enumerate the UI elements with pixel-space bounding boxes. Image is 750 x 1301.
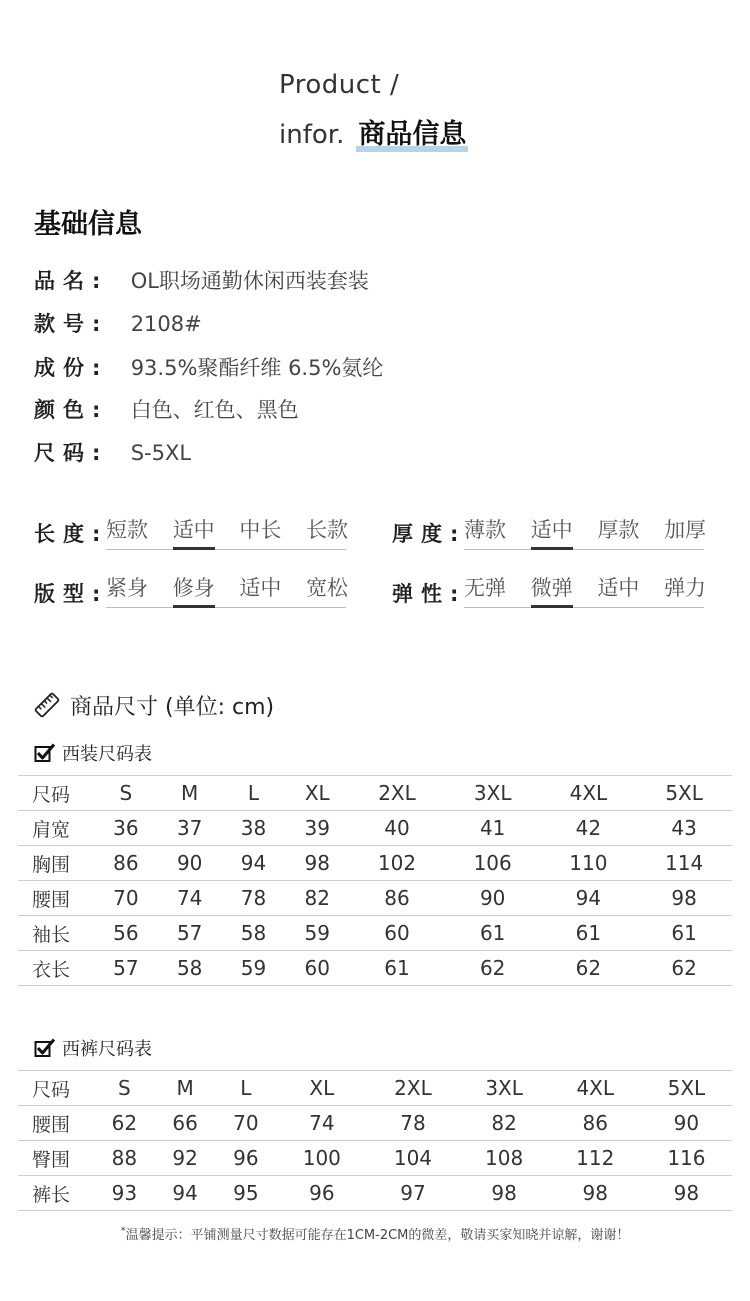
table-cell: S bbox=[94, 776, 158, 811]
attribute-thickness bbox=[392, 518, 707, 548]
table-cell: 116 bbox=[641, 1141, 732, 1176]
attribute-label: 版型: bbox=[34, 582, 101, 606]
table-header-row bbox=[18, 1071, 732, 1106]
table-cell: 90 bbox=[445, 881, 541, 916]
table-cell: 41 bbox=[445, 811, 541, 846]
info-value: 白色、红色、黑色 bbox=[130, 398, 299, 422]
info-label: 颜色: bbox=[34, 398, 101, 422]
pants-table-title: 西裤尺码表 bbox=[34, 1035, 152, 1063]
table-cell: 2XL bbox=[367, 1071, 458, 1106]
table-cell: 74 bbox=[158, 881, 222, 916]
table-cell: 70 bbox=[94, 881, 158, 916]
header-cn-text: 商品信息 bbox=[358, 119, 467, 150]
table-cell: L bbox=[222, 776, 286, 811]
table-cell: 82 bbox=[285, 881, 349, 916]
table-cell: 60 bbox=[285, 951, 349, 986]
table-cell: 43 bbox=[636, 811, 732, 846]
table-cell: 5XL bbox=[641, 1071, 732, 1106]
table-cell: 38 bbox=[222, 811, 286, 846]
table-row bbox=[18, 811, 732, 846]
attribute-option: 宽松 bbox=[306, 576, 349, 600]
attribute-length bbox=[34, 518, 349, 548]
table-cell: 114 bbox=[636, 846, 732, 881]
table-cell: M bbox=[155, 1071, 216, 1106]
attribute-option-selected: 微弹 bbox=[531, 572, 573, 602]
checkbox-checked-icon bbox=[34, 743, 56, 768]
info-value: S-5XL bbox=[130, 441, 192, 465]
table-cell: 57 bbox=[158, 916, 222, 951]
table-row bbox=[18, 1106, 732, 1141]
attribute-option: 适中 bbox=[239, 576, 282, 600]
table-cell: 61 bbox=[541, 916, 637, 951]
table-cell: 40 bbox=[349, 811, 445, 846]
pants-size-table bbox=[18, 1070, 732, 1211]
footnote: *温馨提示：平铺测量尺寸数据可能存在1CM-2CM的微差，敬请买家知晓并谅解，谢谢！ bbox=[120, 1225, 630, 1243]
info-value: 93.5%聚酯纤维 6.5%氨纶 bbox=[130, 356, 384, 380]
attribute-option: 短款 bbox=[106, 518, 148, 542]
row-label: 腰围 bbox=[18, 881, 94, 916]
table-cell: 70 bbox=[216, 1106, 277, 1141]
ruler-icon bbox=[34, 692, 60, 724]
size-section-title bbox=[34, 690, 274, 724]
table-cell: 78 bbox=[367, 1106, 458, 1141]
table-cell: 94 bbox=[541, 881, 637, 916]
table-cell: 95 bbox=[216, 1176, 277, 1211]
table-cell: 2XL bbox=[349, 776, 445, 811]
table-cell: 61 bbox=[636, 916, 732, 951]
attribute-option: 厚款 bbox=[597, 518, 640, 542]
table-cell: 96 bbox=[276, 1176, 367, 1211]
attribute-option: 中长 bbox=[239, 518, 282, 542]
table-cell: 88 bbox=[94, 1141, 155, 1176]
table-cell: 102 bbox=[349, 846, 445, 881]
table-cell: 61 bbox=[445, 916, 541, 951]
table-cell: 3XL bbox=[459, 1071, 550, 1106]
table-cell: 98 bbox=[636, 881, 732, 916]
attribute-fit bbox=[34, 576, 349, 608]
attribute-elasticity bbox=[392, 576, 707, 608]
row-label: 裤长 bbox=[18, 1176, 94, 1211]
table-cell: 36 bbox=[94, 811, 158, 846]
row-label: 袖长 bbox=[18, 916, 94, 951]
size-title-text: 商品尺寸 bbox=[70, 695, 159, 720]
table-cell: 94 bbox=[222, 846, 286, 881]
table-row bbox=[18, 951, 732, 986]
info-row bbox=[34, 265, 369, 295]
table-row bbox=[18, 1176, 732, 1211]
table-cell: 56 bbox=[94, 916, 158, 951]
attribute-option-selected: 适中 bbox=[531, 514, 573, 544]
info-label: 尺码: bbox=[34, 441, 101, 465]
table-cell: 98 bbox=[550, 1176, 641, 1211]
table-cell: 93 bbox=[94, 1176, 155, 1211]
table-cell: 4XL bbox=[550, 1071, 641, 1106]
table-cell: 86 bbox=[349, 881, 445, 916]
attribute-options bbox=[464, 514, 707, 550]
table-cell: 61 bbox=[349, 951, 445, 986]
table-cell: 98 bbox=[285, 846, 349, 881]
table-cell: 90 bbox=[641, 1106, 732, 1141]
row-label: 衣长 bbox=[18, 951, 94, 986]
table-cell: 57 bbox=[94, 951, 158, 986]
info-row bbox=[34, 308, 202, 338]
table-cell: 62 bbox=[94, 1106, 155, 1141]
table-cell: 4XL bbox=[541, 776, 637, 811]
suit-table-title: 西装尺码表 bbox=[34, 740, 152, 768]
table-cell: 37 bbox=[158, 811, 222, 846]
header-cn-title bbox=[358, 112, 466, 151]
table-cell: M bbox=[158, 776, 222, 811]
info-label: 成份: bbox=[34, 356, 101, 380]
table-cell: 60 bbox=[349, 916, 445, 951]
header-en: infor. bbox=[279, 120, 345, 150]
attribute-options bbox=[464, 572, 707, 608]
attribute-option: 薄款 bbox=[464, 518, 506, 542]
table-cell: XL bbox=[285, 776, 349, 811]
attribute-option: 长款 bbox=[306, 518, 349, 542]
table-cell: 39 bbox=[285, 811, 349, 846]
info-value: 2108# bbox=[130, 312, 202, 336]
table-cell: 59 bbox=[222, 951, 286, 986]
attribute-option: 紧身 bbox=[106, 576, 148, 600]
info-value: OL职场通勤休闲西装套装 bbox=[130, 269, 369, 293]
table-cell: 62 bbox=[445, 951, 541, 986]
table-cell: 86 bbox=[550, 1106, 641, 1141]
info-label: 款号: bbox=[34, 312, 101, 336]
table-cell: 86 bbox=[94, 846, 158, 881]
table-cell: 74 bbox=[276, 1106, 367, 1141]
attribute-option: 适中 bbox=[597, 576, 640, 600]
table-cell: 62 bbox=[636, 951, 732, 986]
attribute-option: 加厚 bbox=[664, 518, 707, 542]
info-row bbox=[34, 394, 299, 424]
table-cell: 42 bbox=[541, 811, 637, 846]
suit-size-table bbox=[18, 775, 732, 986]
info-row bbox=[34, 437, 191, 467]
table-row bbox=[18, 1141, 732, 1176]
table-cell: 108 bbox=[459, 1141, 550, 1176]
table-cell: 94 bbox=[155, 1176, 216, 1211]
table-cell: 92 bbox=[155, 1141, 216, 1176]
table-cell: 90 bbox=[158, 846, 222, 881]
table-cell: 62 bbox=[541, 951, 637, 986]
attribute-options bbox=[106, 572, 349, 608]
info-label: 品名: bbox=[34, 269, 101, 293]
table-cell: 104 bbox=[367, 1141, 458, 1176]
attribute-label: 长度: bbox=[34, 522, 101, 546]
table-cell: 82 bbox=[459, 1106, 550, 1141]
table-row bbox=[18, 881, 732, 916]
attribute-option-selected: 适中 bbox=[173, 514, 215, 544]
row-label: 尺码 bbox=[18, 1071, 94, 1106]
header-line-2 bbox=[279, 112, 466, 151]
attribute-option-selected: 修身 bbox=[173, 572, 215, 602]
row-label: 尺码 bbox=[18, 776, 94, 811]
table-cell: 59 bbox=[285, 916, 349, 951]
table-cell: 112 bbox=[550, 1141, 641, 1176]
row-label: 胸围 bbox=[18, 846, 94, 881]
row-label: 臀围 bbox=[18, 1141, 94, 1176]
header-line-1: Product / bbox=[279, 70, 400, 100]
table-cell: S bbox=[94, 1071, 155, 1106]
table-cell: XL bbox=[276, 1071, 367, 1106]
basic-info-title: 基础信息 bbox=[34, 209, 142, 240]
table-cell: 58 bbox=[222, 916, 286, 951]
table-cell: L bbox=[216, 1071, 277, 1106]
table-row bbox=[18, 916, 732, 951]
attribute-option: 弹力 bbox=[664, 576, 707, 600]
size-unit: (单位: cm) bbox=[165, 695, 275, 720]
table-cell: 58 bbox=[158, 951, 222, 986]
table-cell: 106 bbox=[445, 846, 541, 881]
table-cell: 3XL bbox=[445, 776, 541, 811]
attribute-label: 弹性: bbox=[392, 582, 459, 606]
table-cell: 66 bbox=[155, 1106, 216, 1141]
table-cell: 98 bbox=[641, 1176, 732, 1211]
table-cell: 98 bbox=[459, 1176, 550, 1211]
table-cell: 110 bbox=[541, 846, 637, 881]
table-cell: 78 bbox=[222, 881, 286, 916]
table-cell: 100 bbox=[276, 1141, 367, 1176]
table-header-row bbox=[18, 776, 732, 811]
row-label: 肩宽 bbox=[18, 811, 94, 846]
checkbox-checked-icon bbox=[34, 1038, 56, 1063]
table-cell: 96 bbox=[216, 1141, 277, 1176]
row-label: 腰围 bbox=[18, 1106, 94, 1141]
table-cell: 97 bbox=[367, 1176, 458, 1211]
attribute-option: 无弹 bbox=[464, 576, 506, 600]
attribute-label: 厚度: bbox=[392, 522, 459, 546]
table-cell: 5XL bbox=[636, 776, 732, 811]
attribute-options bbox=[106, 514, 349, 550]
table-row bbox=[18, 846, 732, 881]
info-row bbox=[34, 352, 383, 382]
